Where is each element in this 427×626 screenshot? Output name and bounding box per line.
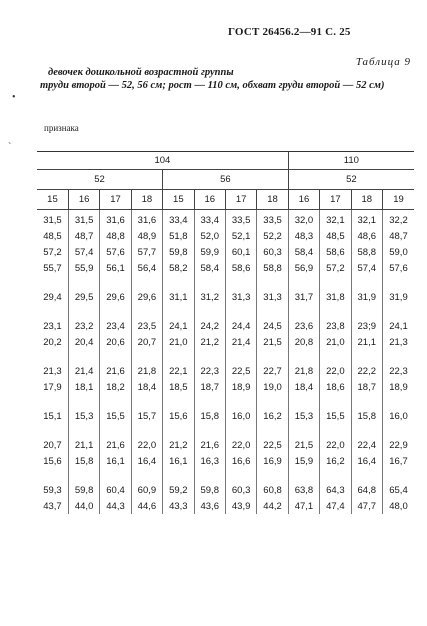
- table-row: [37, 453, 414, 469]
- table-cell: 23,4: [100, 305, 131, 334]
- table-caption-line-2: труди второй — 52, 56 см; рост — 110 см, обхват груди второй — 52 см): [40, 80, 385, 91]
- table-cell: 48,0: [382, 498, 414, 514]
- table-cell: 48,6: [351, 228, 382, 244]
- table-cell: 18,4: [131, 379, 162, 395]
- subgroup-header-52a: 52: [37, 170, 163, 190]
- group-header-110: 110: [288, 152, 414, 170]
- table-cell: 43,7: [43, 500, 62, 512]
- subgroup-header-52b: 52: [288, 170, 414, 190]
- table-cell: 16,6: [225, 453, 256, 469]
- table-cell: 29,6: [131, 276, 162, 305]
- table-cell: 58,4: [288, 244, 319, 260]
- table-cell: 23;9: [351, 305, 382, 334]
- measurement-table: [37, 151, 414, 514]
- table-cell: 18,2: [100, 379, 131, 395]
- table-cell: 52,1: [225, 228, 256, 244]
- column-header: 15: [37, 190, 68, 210]
- table-cell: 31,3: [225, 276, 256, 305]
- table-cell: 48,8: [100, 228, 131, 244]
- table-cell: 64,3: [320, 469, 351, 498]
- table-cell: 22,5: [257, 424, 288, 453]
- table-cell: 15,8: [351, 395, 382, 424]
- table-cell: 22,0: [320, 424, 351, 453]
- table-cell: 29,5: [68, 276, 99, 305]
- table-cell: 16,0: [225, 395, 256, 424]
- table-row: [37, 305, 414, 334]
- table-cell: 47,1: [288, 498, 319, 514]
- header-row-columns: [37, 190, 414, 210]
- table-cell: 51,8: [163, 228, 194, 244]
- table-cell: 22,0: [131, 424, 162, 453]
- table-cell: 20,8: [288, 334, 319, 350]
- table-cell: 22,3: [194, 350, 225, 379]
- table-body: [37, 210, 414, 515]
- table-cell: 32,0: [288, 210, 319, 229]
- table-cell: 55,7: [43, 262, 62, 274]
- table-cell: 47,4: [320, 498, 351, 514]
- table-cell: 48,9: [131, 228, 162, 244]
- column-header: 15: [163, 190, 194, 210]
- table-cell: 15,5: [320, 395, 351, 424]
- table-cell: 48,5: [43, 230, 62, 242]
- feature-column-label: признака: [44, 123, 79, 133]
- table-cell: 21,0: [163, 334, 194, 350]
- table-cell: 57,6: [382, 260, 414, 276]
- table-cell: 15,7: [131, 395, 162, 424]
- table-cell: 31,8: [320, 276, 351, 305]
- table-cell: 57,2: [43, 246, 62, 258]
- table-cell: 59,0: [382, 244, 414, 260]
- table-cell: 22,0: [225, 424, 256, 453]
- table-cell: 48,7: [68, 228, 99, 244]
- table-cell: 21,1: [351, 334, 382, 350]
- table-cell: 47,7: [351, 498, 382, 514]
- table-row: [37, 350, 414, 379]
- table-cell: 24,1: [163, 305, 194, 334]
- table-cell: 21,2: [163, 424, 194, 453]
- table-cell: 29,6: [100, 276, 131, 305]
- table-cell: 44,0: [68, 498, 99, 514]
- table-cell: 15,1: [43, 410, 62, 422]
- table-cell: 21,4: [225, 334, 256, 350]
- table-cell: 32,1: [351, 210, 382, 229]
- table-cell: 59,9: [194, 244, 225, 260]
- table-cell: 32,2: [382, 210, 414, 229]
- table-cell: 22,0: [320, 350, 351, 379]
- column-header: 16: [68, 190, 99, 210]
- table-cell: 21,6: [100, 424, 131, 453]
- table-cell: 59,8: [163, 244, 194, 260]
- table-cell: 22,7: [257, 350, 288, 379]
- table-cell: 22,5: [225, 350, 256, 379]
- column-header: 18: [351, 190, 382, 210]
- table-cell: 24,4: [225, 305, 256, 334]
- table-cell: 21,4: [68, 350, 99, 379]
- table-cell: 23,5: [131, 305, 162, 334]
- table-cell: 16,4: [131, 453, 162, 469]
- table-cell: 58,8: [351, 244, 382, 260]
- table-cell: 15,3: [288, 395, 319, 424]
- table-cell: 16,1: [163, 453, 194, 469]
- table-cell: 16,1: [100, 453, 131, 469]
- table-cell: 59,3: [43, 484, 62, 496]
- table-cell: 59,8: [194, 469, 225, 498]
- table-cell: 21,2: [194, 334, 225, 350]
- table-cell: 22,3: [382, 350, 414, 379]
- table-cell: 21,5: [288, 424, 319, 453]
- table-cell: 58,2: [163, 260, 194, 276]
- table-cell: 31,5: [43, 214, 62, 226]
- table-cell: 55,9: [68, 260, 99, 276]
- table-cell: 57,4: [68, 244, 99, 260]
- table-cell: 18,9: [225, 379, 256, 395]
- table-cell: 15,5: [100, 395, 131, 424]
- table-cell: 43,3: [163, 498, 194, 514]
- table-cell: 31,2: [194, 276, 225, 305]
- table-cell: 57,6: [100, 244, 131, 260]
- table-cell: 63,8: [288, 469, 319, 498]
- table-cell: 31,5: [68, 210, 99, 229]
- table-row: [37, 276, 414, 305]
- table-cell: 65,4: [382, 469, 414, 498]
- table-cell: 59,8: [68, 469, 99, 498]
- table-cell: 29,4: [43, 291, 62, 303]
- table-cell: 31,7: [288, 276, 319, 305]
- table-cell: 23,6: [288, 305, 319, 334]
- table-cell: 18,4: [288, 379, 319, 395]
- table-cell: 15,8: [68, 453, 99, 469]
- table-cell: 33,5: [225, 210, 256, 229]
- table-cell: 20,2: [43, 336, 62, 348]
- table-cell: 20,7: [43, 439, 62, 451]
- header-row-height: [37, 152, 414, 170]
- table-row: [37, 395, 414, 424]
- table-cell: 21,0: [320, 334, 351, 350]
- table-row: [37, 424, 414, 453]
- table-cell: 44,3: [100, 498, 131, 514]
- table-cell: 16,0: [382, 395, 414, 424]
- table-cell: 60,8: [257, 469, 288, 498]
- table-cell: 21,8: [131, 350, 162, 379]
- table-cell: 24,2: [194, 305, 225, 334]
- table-cell: 44,2: [257, 498, 288, 514]
- table-row: [37, 210, 414, 229]
- table-cell: 21,1: [68, 424, 99, 453]
- table-cell: 33,5: [257, 210, 288, 229]
- table-caption-line-1: девочек дошкольной возрастной группы: [48, 67, 234, 78]
- header-row-bust: [37, 170, 414, 190]
- table-cell: 16,9: [257, 453, 288, 469]
- table-cell: 60,3: [225, 469, 256, 498]
- table-cell: 19,0: [257, 379, 288, 395]
- table-cell: 64,8: [351, 469, 382, 498]
- table-cell: 56,9: [288, 260, 319, 276]
- table-row: [37, 228, 414, 244]
- table-cell: 18,7: [351, 379, 382, 395]
- table-cell: 33,4: [194, 210, 225, 229]
- table-cell: 18,1: [68, 379, 99, 395]
- table-cell: 21,5: [257, 334, 288, 350]
- column-header: 17: [100, 190, 131, 210]
- table-cell: 20,6: [100, 334, 131, 350]
- scan-mark: `: [8, 142, 12, 153]
- table-row: [37, 469, 414, 498]
- table-cell: 31,9: [382, 276, 414, 305]
- table-cell: 58,6: [225, 260, 256, 276]
- table-cell: 57,2: [320, 260, 351, 276]
- table-cell: 15,8: [194, 395, 225, 424]
- table-cell: 59,2: [163, 469, 194, 498]
- table-cell: 22,2: [351, 350, 382, 379]
- table-cell: 32,1: [320, 210, 351, 229]
- table-number: Таблица 9: [355, 56, 411, 68]
- column-header: 16: [194, 190, 225, 210]
- table-cell: 16,7: [382, 453, 414, 469]
- table-cell: 48,7: [382, 228, 414, 244]
- table-cell: 20,7: [131, 334, 162, 350]
- column-header: 17: [320, 190, 351, 210]
- table-cell: 18,5: [163, 379, 194, 395]
- table-cell: 57,7: [131, 244, 162, 260]
- table-cell: 57,4: [351, 260, 382, 276]
- table-cell: 31,1: [163, 276, 194, 305]
- table-cell: 22,4: [351, 424, 382, 453]
- table-cell: 48,3: [288, 228, 319, 244]
- table-cell: 16,2: [257, 395, 288, 424]
- table-cell: 52,2: [257, 228, 288, 244]
- table-cell: 16,4: [351, 453, 382, 469]
- table-cell: 33,4: [163, 210, 194, 229]
- table-cell: 15,6: [163, 395, 194, 424]
- column-header: 18: [131, 190, 162, 210]
- column-header: 19: [382, 190, 414, 210]
- table-cell: 22,9: [382, 424, 414, 453]
- table-cell: 23,1: [43, 320, 62, 332]
- table-cell: 22,1: [163, 350, 194, 379]
- table-cell: 52,0: [194, 228, 225, 244]
- table-cell: 23,8: [320, 305, 351, 334]
- table-cell: 60,3: [257, 244, 288, 260]
- table-cell: 20,4: [68, 334, 99, 350]
- table-cell: 24,1: [382, 305, 414, 334]
- subgroup-header-56: 56: [163, 170, 289, 190]
- table-cell: 16,3: [194, 453, 225, 469]
- table-cell: 58,6: [320, 244, 351, 260]
- table-cell: 17,9: [43, 381, 62, 393]
- table-cell: 60,1: [225, 244, 256, 260]
- table-cell: 58,8: [257, 260, 288, 276]
- table-row: [37, 334, 414, 350]
- table-cell: 23,2: [68, 305, 99, 334]
- table-cell: 43,6: [194, 498, 225, 514]
- group-header-104: 104: [37, 152, 288, 170]
- table-cell: 31,9: [351, 276, 382, 305]
- table-cell: 31,6: [100, 210, 131, 229]
- table-cell: 60,4: [100, 469, 131, 498]
- table-cell: 24,5: [257, 305, 288, 334]
- table-cell: 18,9: [382, 379, 414, 395]
- table-cell: 48,5: [320, 228, 351, 244]
- table-cell: 15,3: [68, 395, 99, 424]
- column-header: 16: [288, 190, 319, 210]
- table-cell: 60,9: [131, 469, 162, 498]
- table-cell: 21,6: [194, 424, 225, 453]
- scan-mark: •: [12, 92, 16, 103]
- table-cell: 44,6: [131, 498, 162, 514]
- table-cell: 43,9: [225, 498, 256, 514]
- table-cell: 18,7: [194, 379, 225, 395]
- table-cell: 31,6: [131, 210, 162, 229]
- table-row: [37, 498, 414, 514]
- table-cell: 31,3: [257, 276, 288, 305]
- table-row: [37, 379, 414, 395]
- table-cell: 21,6: [100, 350, 131, 379]
- table-cell: 58,4: [194, 260, 225, 276]
- table-cell: 21,3: [382, 334, 414, 350]
- column-header: 17: [225, 190, 256, 210]
- column-header: 18: [257, 190, 288, 210]
- table-cell: 56,4: [131, 260, 162, 276]
- table-row: [37, 244, 414, 260]
- table-cell: 56,1: [100, 260, 131, 276]
- table-row: [37, 260, 414, 276]
- table-cell: 15,9: [288, 453, 319, 469]
- table-cell: 15,6: [43, 455, 62, 467]
- table-cell: 16,2: [320, 453, 351, 469]
- table-cell: 21,3: [43, 365, 62, 377]
- table-cell: 18,6: [320, 379, 351, 395]
- table-cell: 21,8: [288, 350, 319, 379]
- page-header: ГОСТ 26456.2—91 С. 25: [228, 26, 351, 38]
